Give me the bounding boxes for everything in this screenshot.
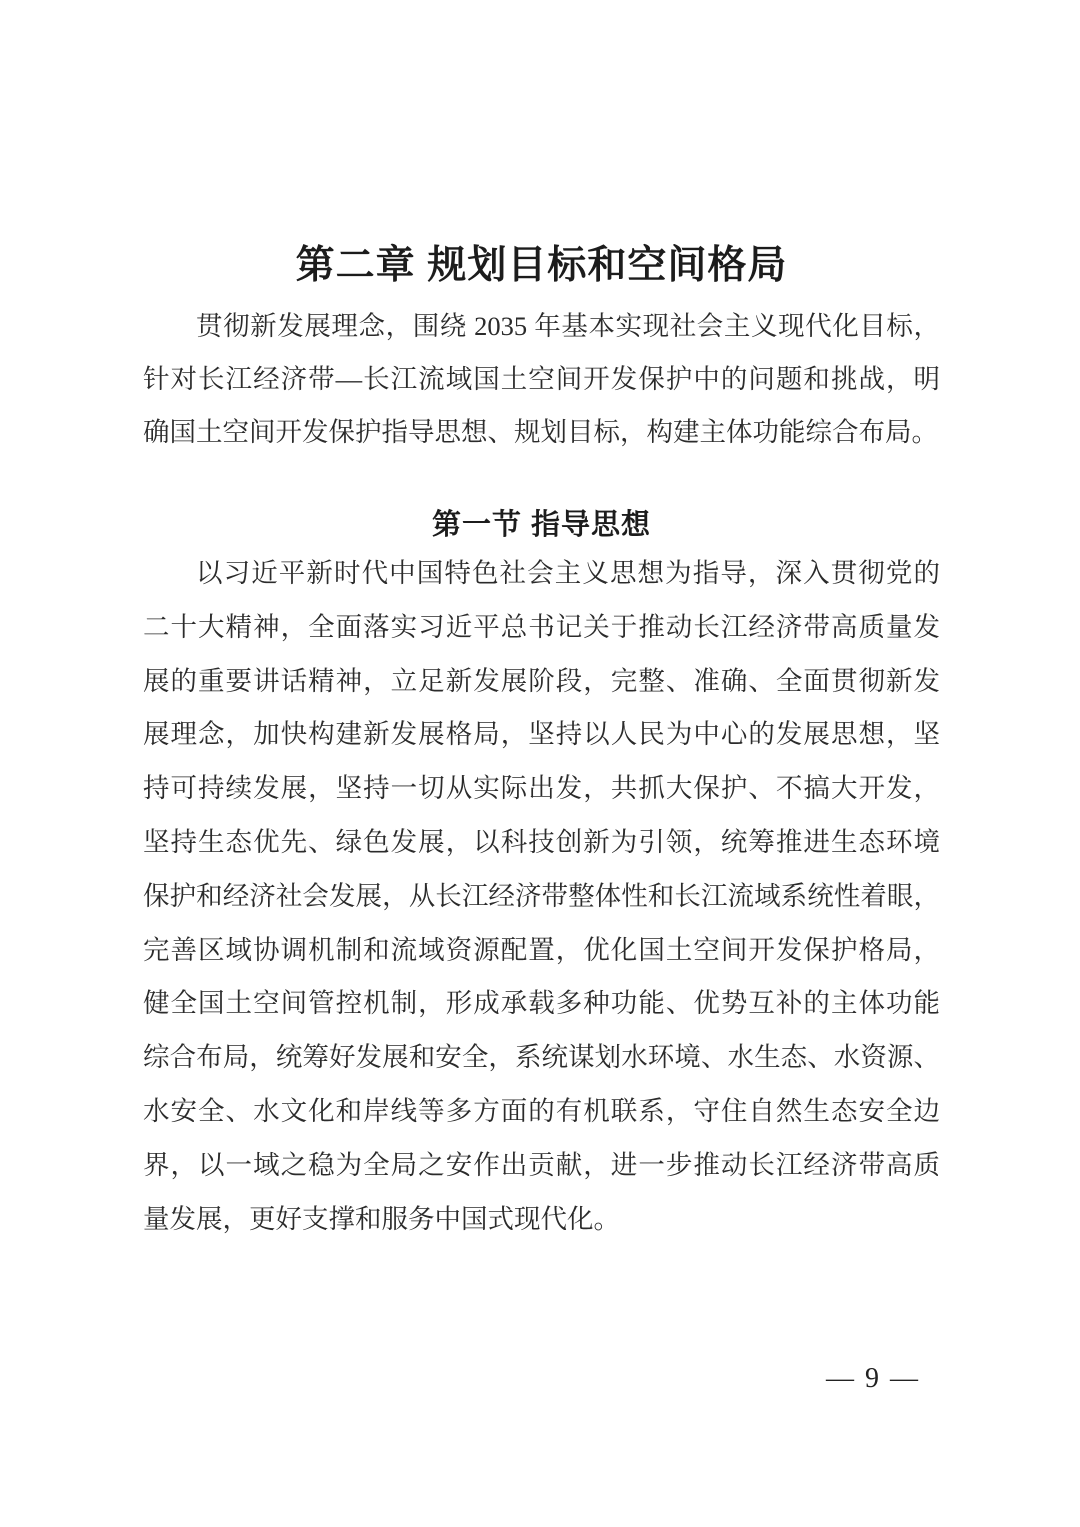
- paragraph-line: 保护和经济社会发展，从长江经济带整体性和长江流域系统性着眼，: [143, 880, 940, 911]
- paragraph-line: 量发展，更好支撑和服务中国式现代化。: [143, 1203, 620, 1234]
- paragraph-line: 坚持生态优先、绿色发展，以科技创新为引领，统筹推进生态环境: [143, 826, 940, 857]
- chapter-title: 第二章 规划目标和空间格局: [295, 244, 788, 288]
- paragraph-line: 完善区域协调机制和流域资源配置，优化国土空间开发保护格局，: [143, 934, 940, 965]
- paragraph-line: 贯彻新发展理念，围绕 2035 年基本实现社会主义现代化目标，: [196, 311, 940, 341]
- page-number: — 9 —: [826, 1363, 920, 1394]
- paragraph-line: 以习近平新时代中国特色社会主义思想为指导，深入贯彻党的: [196, 558, 940, 588]
- paragraph-line: 展的重要讲话精神，立足新发展阶段，完整、准确、全面贯彻新发: [143, 665, 940, 696]
- paragraph-line: 确国土空间开发保护指导思想、规划目标，构建主体功能综合布局。: [143, 417, 938, 447]
- paragraph-line: 针对长江经济带—长江流域国土空间开发保护中的问题和挑战，明: [143, 364, 940, 394]
- paragraph-line: 水安全、水文化和岸线等多方面的有机联系，守住自然生态安全边: [143, 1095, 940, 1126]
- paragraph-intro: [143, 300, 940, 459]
- paragraph-line: 二十大精神，全面落实习近平总书记关于推动长江经济带高质量发: [143, 611, 940, 642]
- paragraph-line: 健全国土空间管控机制，形成承载多种功能、优势互补的主体功能: [143, 988, 940, 1019]
- paragraph-guiding-ideology: [143, 547, 940, 1246]
- paragraph-line: 界，以一域之稳为全局之安作出贡献，进一步推动长江经济带高质: [143, 1149, 940, 1180]
- paragraph-line: 综合布局，统筹好发展和安全，系统谋划水环境、水生态、水资源、: [143, 1042, 940, 1073]
- section-title: 第一节 指导思想: [431, 509, 652, 542]
- paragraph-line: 展理念，加快构建新发展格局，坚持以人民为中心的发展思想，坚: [143, 719, 940, 750]
- paragraph-line: 持可持续发展，坚持一切从实际出发，共抓大保护、不搞大开发，: [143, 773, 940, 804]
